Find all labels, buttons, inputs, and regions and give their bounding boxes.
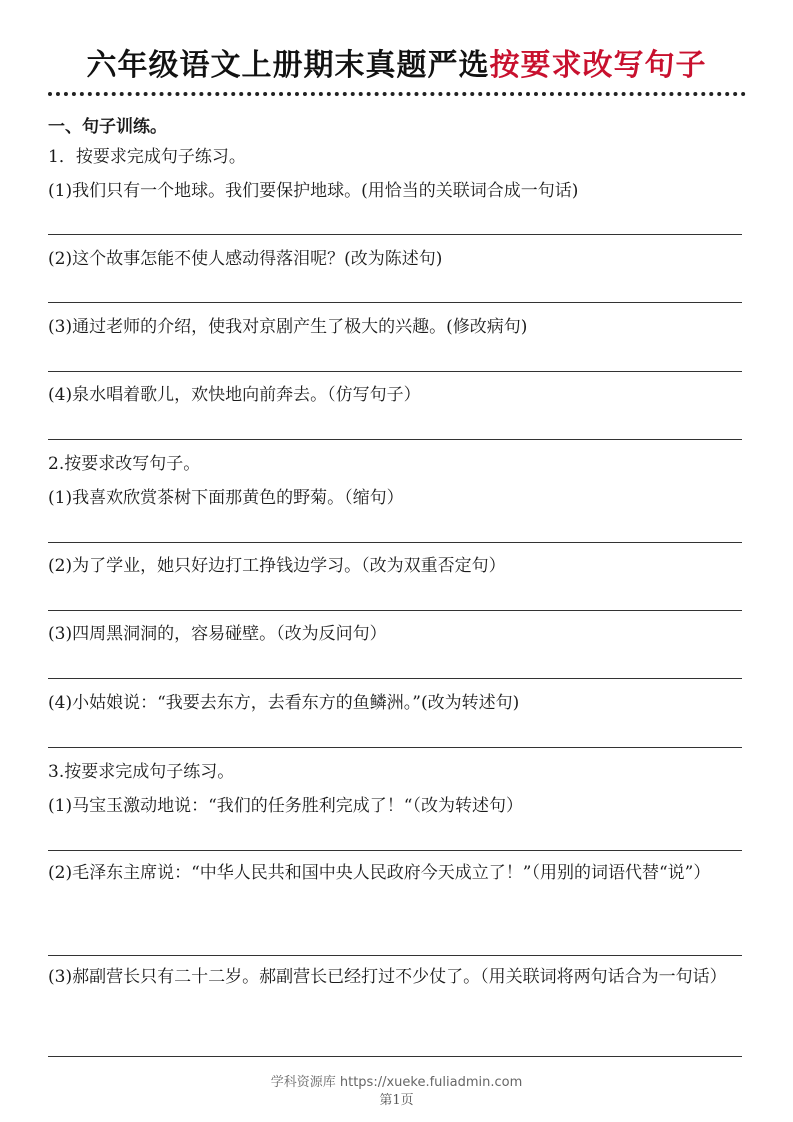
answer-line-1-1[interactable] <box>48 234 742 235</box>
answer-line-3-1[interactable] <box>48 850 742 851</box>
answer-line-1-4[interactable] <box>48 439 742 440</box>
question-2-3: (3)四周黑洞洞的，容易碰壁。（改为反问句） <box>48 624 387 644</box>
group-heading-1: 1．按要求完成句子练习。 <box>48 147 246 167</box>
answer-line-2-2[interactable] <box>48 610 742 611</box>
group-heading-3: 3.按要求完成句子练习。 <box>48 762 235 782</box>
question-3-2: (2)毛泽东主席说：“中华人民共和国中央人民政府今天成立了！”（用别的词语代替“说”） <box>48 863 711 883</box>
title-divider <box>48 92 746 96</box>
group-heading-2: 2.按要求改写句子。 <box>48 454 201 474</box>
question-2-4: (4)小姑娘说：“我要去东方，去看东方的鱼鳞洲。”(改为转述句) <box>48 693 520 713</box>
question-1-3: (3)通过老师的介绍，使我对京剧产生了极大的兴趣。(修改病句) <box>48 317 528 337</box>
page-title <box>0 40 793 84</box>
question-1-2: (2)这个故事怎能不使人感动得落泪呢？(改为陈述句) <box>48 249 443 269</box>
answer-line-3-3[interactable] <box>48 1056 742 1057</box>
answer-line-2-4[interactable] <box>48 747 742 748</box>
question-1-4: (4)泉水唱着歌儿，欢快地向前奔去。（仿写句子） <box>48 385 421 405</box>
question-2-2: (2)为了学业，她只好边打工挣钱边学习。（改为双重否定句） <box>48 556 506 576</box>
footer-source: 学科资源库 https://xueke.fuliadmin.com <box>270 1075 523 1090</box>
question-1-1: (1)我们只有一个地球。我们要保护地球。(用恰当的关联词合成一句话) <box>48 181 579 201</box>
answer-line-1-3[interactable] <box>48 371 742 372</box>
answer-line-3-2[interactable] <box>48 955 742 956</box>
answer-line-1-2[interactable] <box>48 302 742 303</box>
section-heading: 一、句子训练。 <box>48 117 167 137</box>
question-3-3: (3)郝副营长只有二十二岁。郝副营长已经打过不少仗了。（用关联词将两句话合为一句话） <box>48 967 727 987</box>
question-2-1: (1)我喜欢欣赏茶树下面那黄色的野菊。（缩句） <box>48 488 404 508</box>
answer-line-2-1[interactable] <box>48 542 742 543</box>
page-number: 第1页 <box>379 1093 414 1108</box>
answer-line-2-3[interactable] <box>48 678 742 679</box>
title-highlight: 按要求改写句子 <box>489 48 707 83</box>
question-3-1: (1)马宝玉激动地说：“我们的任务胜利完成了！“（改为转述句） <box>48 796 523 816</box>
title-main: 六年级语文上册期末真题严选 <box>86 48 490 83</box>
